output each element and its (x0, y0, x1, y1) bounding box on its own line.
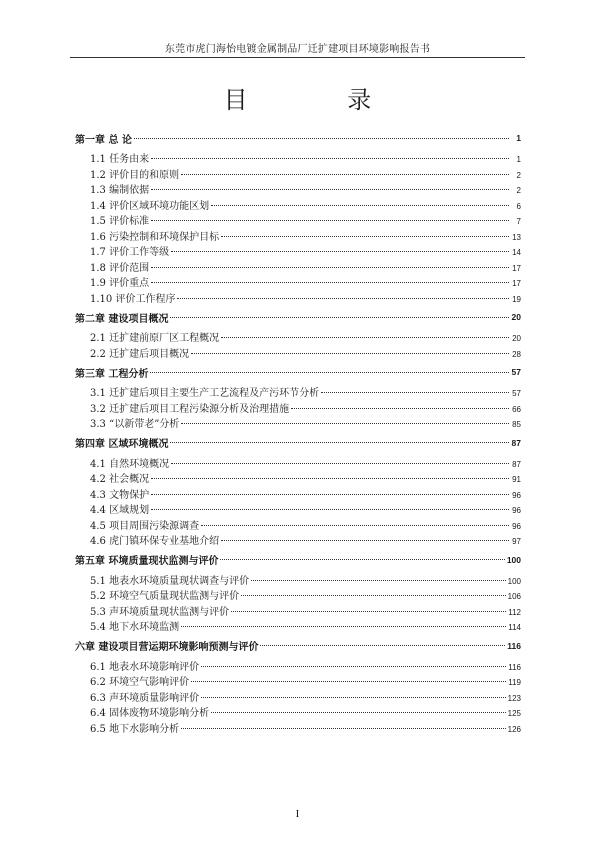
toc-entry-page: 96 (512, 490, 521, 500)
toc-entry-page: 87 (512, 459, 521, 469)
toc-entry-page: 28 (512, 349, 521, 359)
toc-leader-dots (170, 442, 509, 443)
toc-entry-label: 1.7 评价工作等级 (90, 247, 170, 258)
toc-entry-label: 第二章 建设项目概况 (75, 313, 169, 325)
toc-entry-page: 17 (512, 279, 521, 288)
toc-entry-label: 1.6 污染控制和环境保护目标 (90, 231, 220, 243)
toc-entry-page: 116 (507, 640, 521, 651)
toc-leader-dots (211, 712, 506, 713)
toc-entry-page: 96 (512, 506, 521, 515)
toc-entry-label: 1.2 评价目的和原则 (90, 169, 180, 181)
toc-section-entry[interactable] (75, 228, 521, 244)
toc-entry-label: 4.5 项目周围污染源调查 (90, 520, 200, 532)
toc-entry-page: 112 (508, 607, 521, 617)
toc-entry-page: 106 (507, 592, 521, 601)
toc-chapter-entry[interactable] (75, 634, 521, 658)
toc-entry-label: 4.6 虎门镇环保专业基地介绍 (90, 536, 220, 547)
toc-entry-label: 4.1 自然环境概况 (90, 458, 170, 470)
toc-section-entry[interactable] (75, 259, 521, 275)
toc-entry-label: 第四章 区域环境概况 (75, 439, 169, 450)
toc-leader-dots (191, 353, 509, 354)
toc-section-entry[interactable] (75, 517, 521, 533)
toc-entry-page: 14 (512, 248, 521, 257)
toc-leader-dots (151, 282, 509, 283)
toc-leader-dots (220, 559, 504, 560)
toc-section-entry[interactable] (75, 290, 521, 306)
toc-section-entry[interactable] (75, 587, 521, 603)
toc-leader-dots (241, 595, 506, 596)
toc-leader-dots (177, 298, 509, 299)
toc-leader-dots (181, 626, 506, 627)
toc-entry-label: 1.1 任务由来 (90, 154, 150, 165)
toc-entry-label: 1.3 编制依据 (90, 185, 150, 196)
page-title: 目 录 (223, 86, 418, 114)
toc-section-entry[interactable] (75, 415, 521, 431)
toc-leader-dots (171, 463, 509, 464)
toc-entry-label: 第三章 工程分析 (75, 368, 149, 380)
toc-entry-label: 第五章 环境质量现状监测与评价 (75, 556, 219, 567)
toc-entry-label: 1.8 评价范围 (90, 262, 150, 274)
toc-entry-page: 2 (516, 170, 521, 180)
toc-section-entry[interactable] (75, 470, 521, 486)
toc-entry-label: 2.2 迁扩建后项目概况 (90, 348, 190, 360)
toc-leader-dots (221, 337, 509, 338)
header-rule (70, 57, 525, 58)
toc-leader-dots (191, 681, 506, 682)
toc-entry-page: 96 (512, 521, 521, 531)
toc-section-entry[interactable] (75, 243, 521, 259)
toc-entry-label: 4.2 社会概况 (90, 474, 150, 485)
toc-chapter-entry[interactable] (75, 360, 521, 384)
toc-section-entry[interactable] (75, 603, 521, 619)
toc-entry-page: 7 (516, 217, 521, 226)
toc-chapter-entry[interactable] (75, 431, 521, 455)
toc-section-entry[interactable] (75, 486, 521, 502)
toc-entry-page: 123 (507, 693, 521, 703)
toc-entry-page: 20 (511, 312, 521, 322)
toc-entry-label: 3.1 迁扩建后项目主要生产工艺流程及产污环节分析 (90, 388, 320, 399)
toc-leader-dots (151, 220, 509, 221)
toc-leader-dots (181, 174, 509, 175)
toc-section-entry[interactable] (75, 572, 521, 588)
toc-chapter-entry[interactable] (75, 305, 521, 329)
page-number: I (295, 808, 300, 820)
toc-section-entry[interactable] (75, 501, 521, 517)
toc-entry-label: 1.10 评价工作程序 (90, 293, 176, 305)
toc-entry-label: 5.1 地表水环境质量现状调查与评价 (90, 575, 250, 587)
toc-leader-dots (151, 478, 509, 479)
toc-entry-label: 六章 建设项目营运期环境影响预测与评价 (75, 642, 259, 653)
toc-entry-page: 6 (516, 201, 521, 211)
toc-leader-dots (321, 392, 509, 393)
toc-leader-dots (201, 697, 506, 698)
toc-entry-label: 1.5 评价标准 (90, 216, 150, 227)
toc-entry-page: 20 (512, 334, 521, 343)
toc-section-entry[interactable] (75, 384, 521, 400)
toc-entry-page: 57 (512, 389, 521, 398)
toc-section-entry[interactable] (75, 455, 521, 471)
toc-entry-page: 100 (506, 554, 521, 565)
toc-section-entry[interactable] (75, 274, 521, 290)
toc-entry-label: 6.5 地下水影响分析 (90, 723, 180, 735)
document-header: 东莞市虎门海怡电镀金属制品厂迁扩建项目环境影响报告书 (164, 44, 431, 55)
toc-entry-label: 6.4 固体废物环境影响分析 (90, 708, 210, 719)
toc-entry-label: 2.1 迁扩建前原厂区工程概况 (90, 333, 220, 344)
toc-entry-label: 4.3 文物保护 (90, 489, 150, 501)
toc-leader-dots (151, 158, 509, 159)
toc-leader-dots (181, 423, 509, 424)
toc-entry-label: 4.4 区域规划 (90, 505, 150, 516)
toc-section-entry[interactable] (75, 689, 521, 705)
toc-entry-label: 3.2 迁扩建后项目工程污染源分析及治理措施 (90, 403, 290, 415)
toc-leader-dots (251, 580, 506, 581)
toc-section-entry[interactable] (75, 166, 521, 182)
toc-leader-dots (291, 408, 509, 409)
toc-leader-dots (151, 494, 509, 495)
toc-entry-page: 13 (512, 232, 521, 242)
toc-entry-page: 100 (507, 576, 521, 586)
toc-section-entry[interactable] (75, 532, 521, 548)
toc-leader-dots (211, 205, 509, 206)
toc-entry-page: 2 (516, 186, 521, 195)
toc-entry-page: 19 (512, 294, 521, 304)
toc-entry-page: 87 (511, 437, 521, 448)
toc-leader-dots (260, 645, 505, 646)
toc-section-entry[interactable] (75, 197, 521, 213)
toc-entry-label: 3.3 “以新带老”分析 (90, 419, 180, 430)
toc-entry-label: 6.1 地表水环境影响评价 (90, 661, 200, 673)
toc-leader-dots (221, 236, 509, 237)
toc-leader-dots (151, 267, 509, 268)
toc-leader-dots (171, 251, 509, 252)
toc-entry-page: 97 (512, 537, 521, 546)
toc-entry-page: 66 (512, 404, 521, 414)
toc-entry-page: 17 (512, 263, 521, 273)
toc-section-entry[interactable] (75, 658, 521, 674)
toc-leader-dots (221, 540, 509, 541)
toc-entry-label: 第一章 总 论 (75, 134, 132, 146)
toc-chapter-entry[interactable] (75, 548, 521, 572)
toc-entry-page: 1 (516, 133, 521, 143)
toc-leader-dots (150, 372, 509, 373)
toc-entry-label: 6.2 环境空气影响评价 (90, 677, 190, 688)
toc-section-entry[interactable] (75, 150, 521, 166)
toc-leader-dots (151, 189, 509, 190)
toc-entry-page: 116 (508, 662, 521, 672)
toc-chapter-entry[interactable] (75, 126, 521, 150)
toc-entry-page: 114 (508, 623, 521, 632)
toc-leader-dots (231, 611, 506, 612)
toc-entry-page: 57 (511, 367, 521, 377)
toc-section-entry[interactable] (75, 720, 521, 736)
toc-section-entry[interactable] (75, 181, 521, 197)
toc-entry-page: 1 (516, 155, 521, 164)
toc-leader-dots (201, 525, 509, 526)
toc-entry-page: 126 (507, 724, 521, 734)
toc-leader-dots (201, 666, 506, 667)
toc-entry-label: 5.4 地下水环境监测 (90, 622, 180, 633)
toc-section-entry[interactable] (75, 704, 521, 720)
toc-leader-dots (170, 317, 509, 318)
toc-section-entry[interactable] (75, 673, 521, 689)
toc-entry-page: 91 (512, 475, 521, 484)
toc-entry-page: 85 (512, 420, 521, 429)
toc-section-entry[interactable] (75, 329, 521, 345)
toc-leader-dots (151, 509, 509, 510)
toc-entry-label: 6.3 声环境质量影响评价 (90, 692, 200, 704)
toc-entry-label: 1.4 评价区域环境功能区划 (90, 200, 210, 212)
toc-leader-dots (181, 728, 506, 729)
toc-section-entry[interactable] (75, 345, 521, 361)
toc-entry-page: 125 (507, 709, 521, 718)
toc-section-entry[interactable] (75, 618, 521, 634)
toc-section-entry[interactable] (75, 212, 521, 228)
toc-entry-label: 1.9 评价重点 (90, 278, 150, 289)
toc-entry-page: 119 (508, 678, 521, 687)
toc-section-entry[interactable] (75, 400, 521, 416)
table-of-contents (75, 124, 521, 735)
toc-leader-dots (134, 138, 509, 139)
toc-entry-label: 5.2 环境空气质量现状监测与评价 (90, 591, 240, 602)
toc-entry-label: 5.3 声环境质量现状监测与评价 (90, 606, 230, 618)
